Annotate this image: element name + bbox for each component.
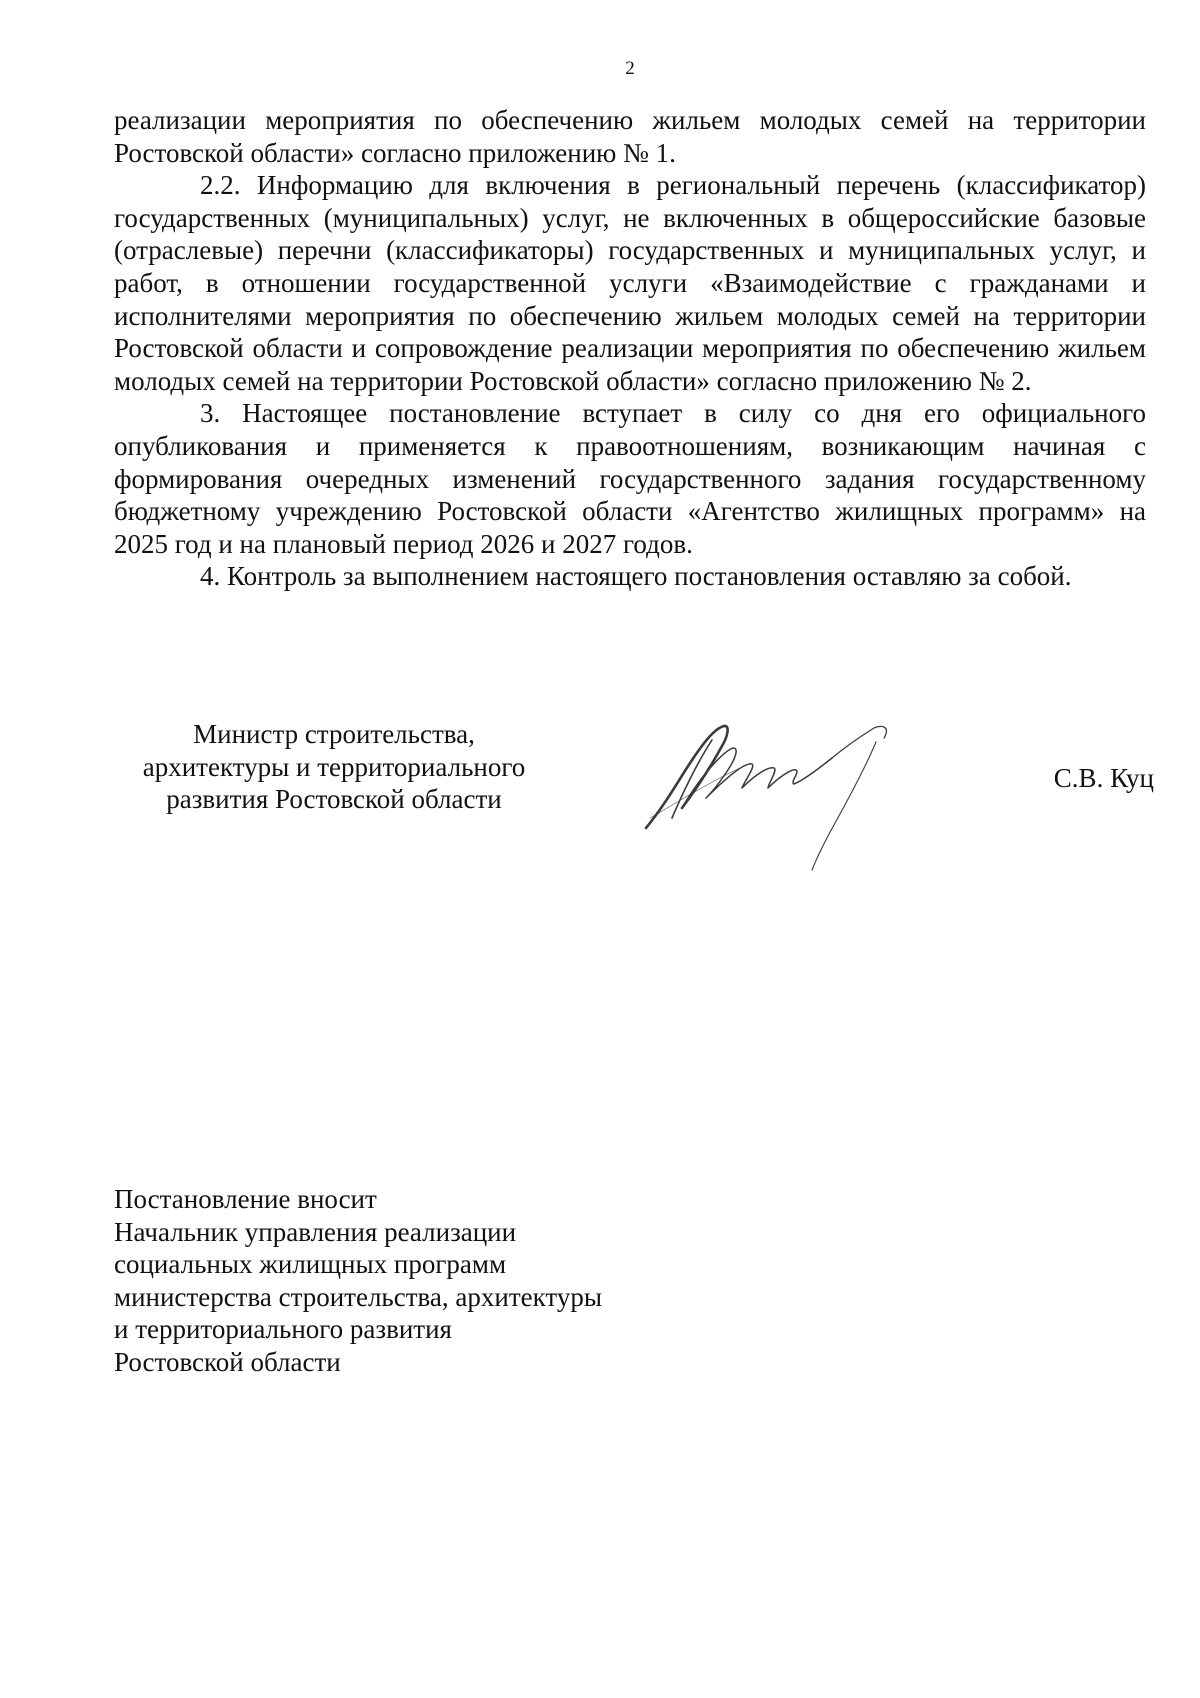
submitted-by-line: министерства строительства, архитектуры: [114, 1281, 602, 1312]
signer-position-line: развития Ростовской области: [166, 784, 502, 815]
paragraph-3: 3. Настоящее постановление вступает в силу со дня его официального опубликования и применяется к правоотношениям, возникающим начиная с формирования очередных изменений государственного задания государственному бюджетному учреждению Ростовской области «Агентство жилищных программ» на 2025 год и на плановый период 2026 и 2027 годов.: [114, 398, 1146, 559]
signer-position: [114, 718, 554, 816]
paragraph-continuation: реализации мероприятия по обеспечению жильем молодых семей на территории Ростовской области» согласно приложению № 1.: [114, 105, 1146, 168]
paragraph-2-2: 2.2. Информацию для включения в региональный перечень (классификатор) государственных (муниципальных) услуг, не включенных в общероссийские базовые (отраслевые) перечни (классификаторы) государственных и муниципальных услуг, и работ, в отношении государственной услуги «Взаимодействие с гражданами и исполнителями мероприятия по обеспечению жильем молодых семей на территории Ростовской области и сопровождение реализации мероприятия по обеспечению жильем молодых семей на территории Ростовской области» согласно приложению № 2.: [114, 170, 1146, 396]
submitted-by-line: социальных жилищных программ: [114, 1249, 507, 1280]
handwritten-signature: [644, 710, 944, 880]
signature-block: [114, 718, 1154, 908]
signer-name: С.В. Куц: [1053, 763, 1154, 793]
submitted-by-line: Ростовской области: [114, 1346, 341, 1377]
signer-position-line: архитектуры и территориального: [142, 751, 526, 782]
paragraph-4: 4. Контроль за выполнением настоящего постановления оставляю за собой.: [200, 561, 1072, 592]
signer-position-line: Министр строительства,: [193, 719, 475, 749]
submitted-by-block: [114, 1183, 602, 1379]
submitted-by-line: и территориального развития: [114, 1314, 452, 1345]
submitted-by-line: Начальник управления реализации: [114, 1216, 517, 1247]
page-number: 2: [625, 58, 635, 79]
document-body: [114, 104, 1146, 593]
submitted-by-line: Постановление вносит: [114, 1184, 377, 1214]
